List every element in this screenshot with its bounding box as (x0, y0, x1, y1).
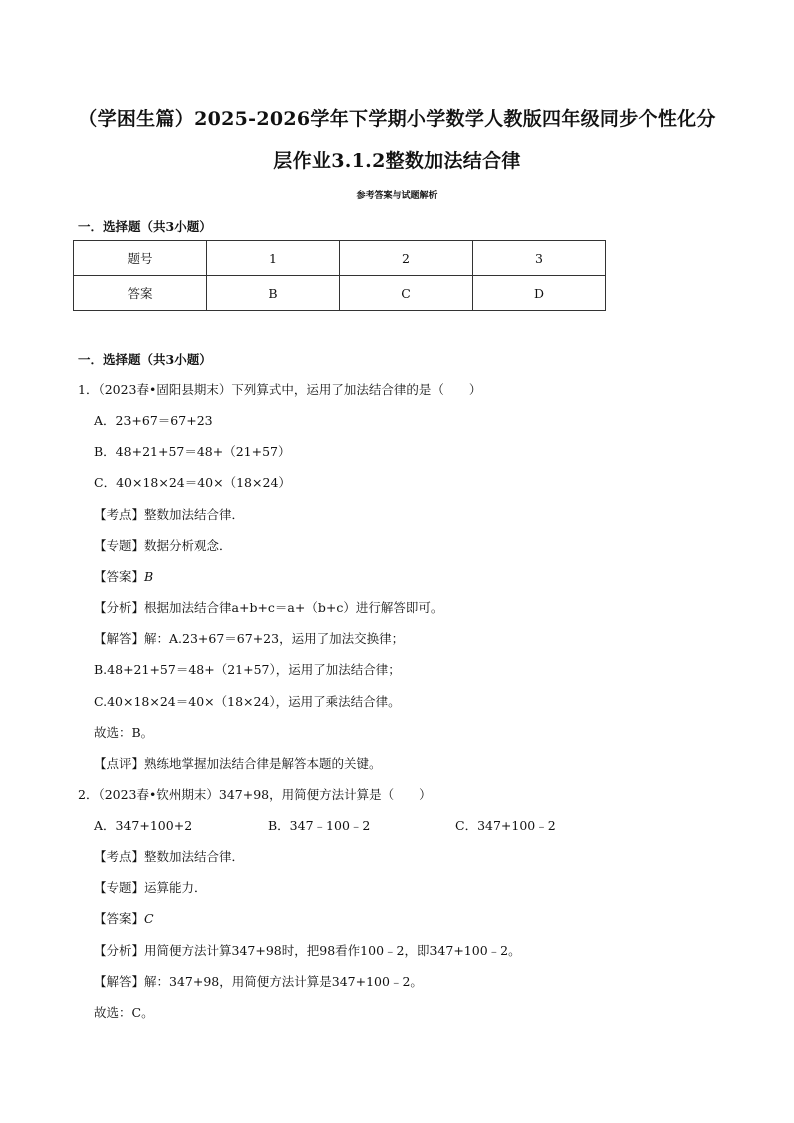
q2-daan (94, 911, 154, 927)
daan-text: C (144, 911, 154, 926)
table-cell: 2 (340, 241, 473, 276)
q1-kaodian (94, 507, 244, 523)
q2-zhuanti (94, 880, 207, 896)
dianping-tag: 【点评】 (94, 756, 145, 771)
q1-zhuanti (94, 538, 232, 554)
zhuanti-text: 数据分析观念． (144, 538, 232, 553)
table-cell: 题号 (74, 241, 207, 276)
q1-option-c: C．40×18×24＝40×（18×24） (94, 475, 291, 490)
table-cell: D (473, 276, 606, 311)
daan-tag: 【答案】 (94, 569, 145, 584)
q1-option-b: B．48+21+57＝48+（21+57） (94, 444, 291, 459)
jieda-text: 解：A.23+67＝67+23，运用了加法交换律； (144, 631, 405, 646)
q1-fenxi (94, 600, 443, 616)
q1-jieda-line2: B.48+21+57＝48+（21+57），运用了加法结合律； (94, 662, 401, 677)
q1-daan (94, 569, 153, 585)
kaodian-tag: 【考点】 (94, 849, 145, 864)
answer-section-heading: 一．选择题（共3小题） (78, 219, 212, 234)
jieda-text: 解：347+98，用简便方法计算是347+100﹣2。 (144, 974, 423, 989)
answer-table-header-row (74, 241, 606, 276)
kaodian-text: 整数加法结合律． (144, 849, 245, 864)
q1-answer-choice: 故选：B。 (94, 725, 154, 740)
fenxi-text: 根据加法结合律a+b+c＝a+（b+c）进行解答即可。 (144, 600, 444, 615)
table-cell: 1 (207, 241, 340, 276)
q2-fenxi (94, 943, 521, 959)
jieda-tag: 【解答】 (94, 974, 145, 989)
table-cell: 答案 (74, 276, 207, 311)
q2-answer-choice: 故选：C。 (94, 1005, 154, 1020)
fenxi-tag: 【分析】 (94, 943, 145, 958)
zhuanti-text: 运算能力． (144, 880, 207, 895)
q2-jieda (94, 974, 423, 990)
q2-kaodian (94, 849, 244, 865)
q2-option-b: B．347﹣100﹣2 (268, 818, 371, 833)
fenxi-tag: 【分析】 (94, 600, 145, 615)
daan-text: B (144, 569, 154, 584)
q1-jieda (94, 631, 404, 647)
table-cell: B (207, 276, 340, 311)
document-title-line2: 层作业3.1.2整数加法结合律 (273, 150, 521, 172)
answer-table (73, 240, 606, 311)
zhuanti-tag: 【专题】 (94, 538, 145, 553)
fenxi-text: 用简便方法计算347+98时，把98看作100﹣2，即347+100﹣2。 (144, 943, 521, 958)
q1-dianping (94, 756, 382, 772)
table-cell: C (340, 276, 473, 311)
q2-option-c: C．347+100﹣2 (455, 818, 556, 833)
dianping-text: 熟练地掌握加法结合律是解答本题的关键。 (144, 756, 382, 771)
document-subtitle: 参考答案与试题解析 (356, 191, 438, 201)
jieda-tag: 【解答】 (94, 631, 145, 646)
kaodian-tag: 【考点】 (94, 507, 145, 522)
daan-tag: 【答案】 (94, 911, 145, 926)
zhuanti-tag: 【专题】 (94, 880, 145, 895)
q1-stem: 1．（2023春•固阳县期末）下列算式中，运用了加法结合律的是（ ） (78, 382, 482, 397)
detail-section-heading: 一．选择题（共3小题） (78, 352, 212, 367)
q2-stem: 2．（2023春•钦州期末）347+98，用简便方法计算是（ ） (78, 787, 432, 802)
kaodian-text: 整数加法结合律． (144, 507, 245, 522)
table-cell: 3 (473, 241, 606, 276)
q2-option-a: A．347+100+2 (94, 818, 193, 833)
answer-table-answer-row (74, 276, 606, 311)
q1-option-a: A．23+67＝67+23 (94, 413, 213, 428)
q1-jieda-line3: C.40×18×24＝40×（18×24），运用了乘法结合律。 (94, 694, 401, 709)
document-title-line1: （学困生篇）2025-2026学年下学期小学数学人教版四年级同步个性化分 (78, 108, 716, 130)
